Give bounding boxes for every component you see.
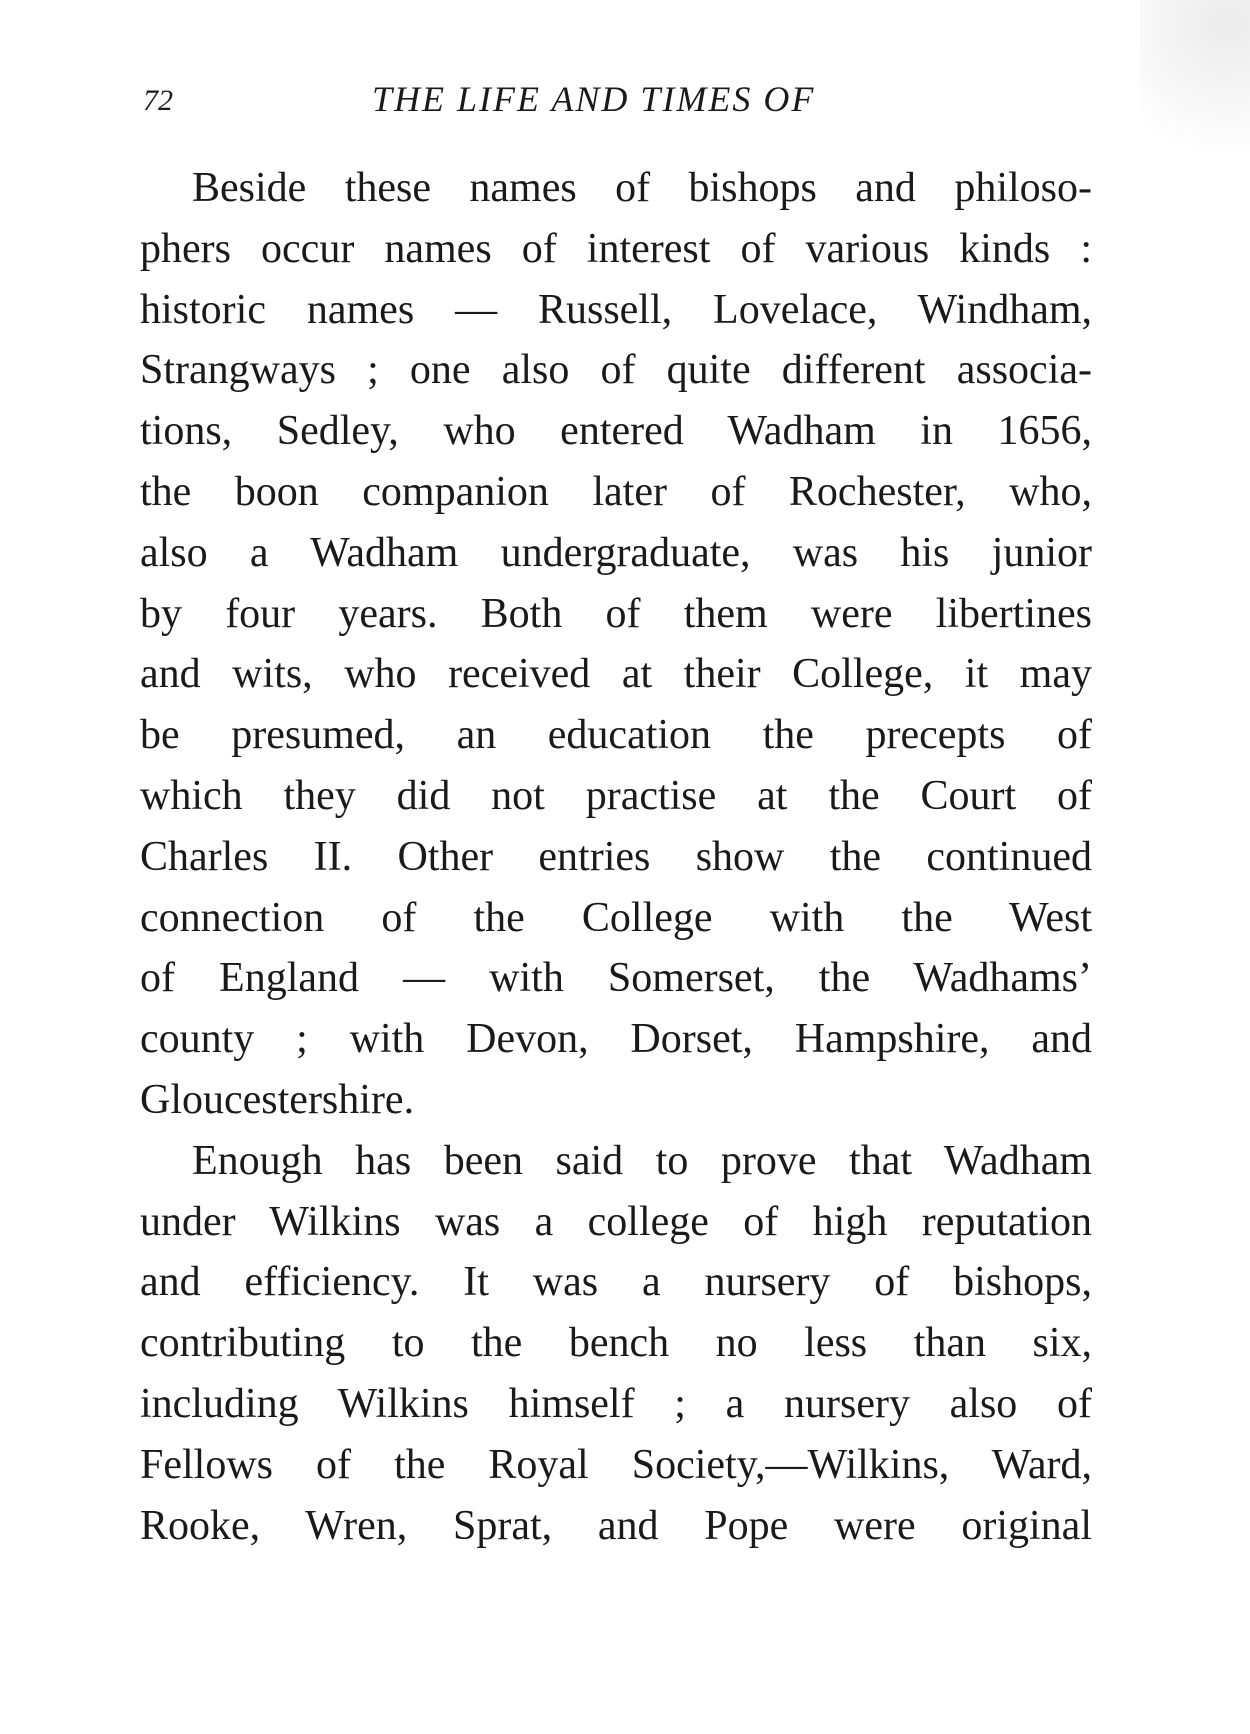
- page-number: 72: [143, 84, 173, 117]
- text-line: Charles II. Other entries show the continued: [140, 833, 1092, 880]
- text-line: be presumed, an education the precepts of: [140, 712, 1092, 759]
- text-line: historic names — Russell, Lovelace, Windham,: [140, 286, 1092, 333]
- running-head: [0, 78, 1250, 128]
- body-text: [140, 158, 1092, 1556]
- text-line: including Wilkins himself ; a nursery also of: [140, 1380, 1092, 1427]
- paragraph-1: [140, 158, 1092, 1131]
- text-line: connection of the College with the West: [140, 894, 1092, 941]
- text-line: tions, Sedley, who entered Wadham in 1656,: [140, 408, 1092, 455]
- text-line: county ; with Devon, Dorset, Hampshire, and: [140, 1016, 1092, 1063]
- text-line: Gloucestershire.: [140, 1076, 415, 1123]
- running-title: THE LIFE AND TIMES OF: [372, 79, 816, 119]
- text-line: under Wilkins was a college of high reputation: [140, 1198, 1092, 1245]
- paragraph-2: [140, 1131, 1092, 1557]
- text-line: which they did not practise at the Court of: [140, 772, 1092, 819]
- text-line: Strangways ; one also of quite different associa-: [140, 347, 1092, 394]
- text-line: by four years. Both of them were libertines: [140, 590, 1092, 637]
- text-line: contributing to the bench no less than six,: [140, 1320, 1092, 1367]
- text-line: phers occur names of interest of various kinds :: [140, 225, 1092, 272]
- text-line: Beside these names of bishops and philoso-: [192, 165, 1092, 211]
- text-line: the boon companion later of Rochester, who,: [140, 468, 1092, 515]
- text-line: also a Wadham undergraduate, was his junior: [140, 529, 1092, 576]
- text-line: Enough has been said to prove that Wadham: [192, 1137, 1092, 1184]
- text-line: Fellows of the Royal Society,—Wilkins, Ward,: [140, 1441, 1092, 1488]
- text-line: Rooke, Wren, Sprat, and Pope were original: [140, 1502, 1092, 1549]
- text-line: and wits, who received at their College, it may: [140, 651, 1092, 698]
- text-line: of England — with Somerset, the Wadhams’: [140, 955, 1092, 1002]
- text-line: and efficiency. It was a nursery of bishops,: [140, 1259, 1092, 1306]
